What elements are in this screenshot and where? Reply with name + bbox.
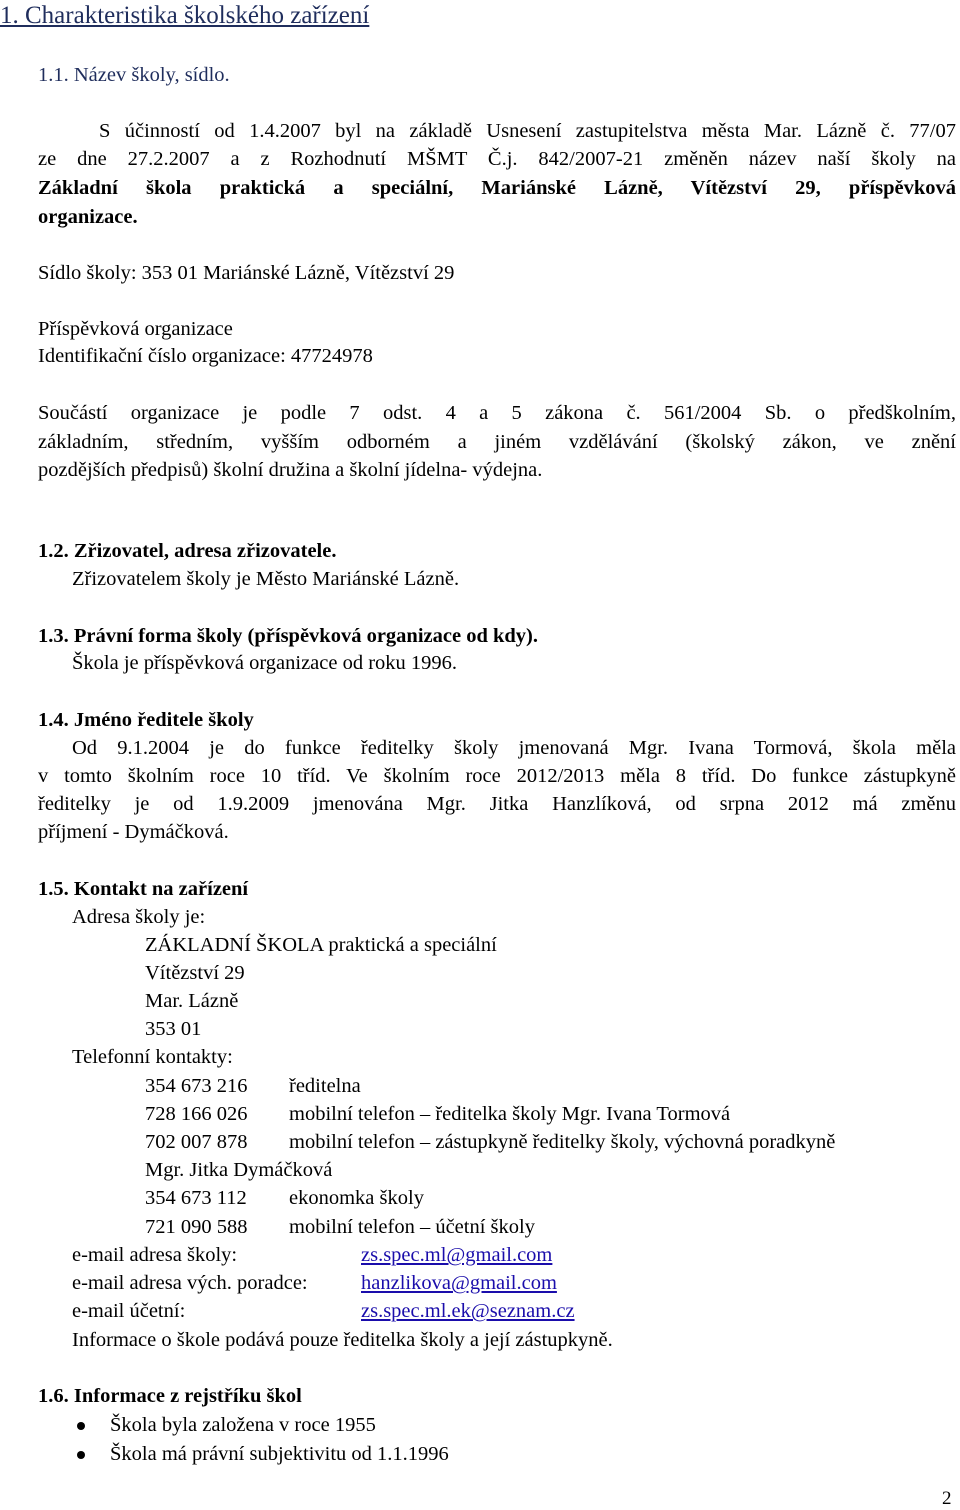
email-label: e-mail adresa školy:	[72, 1244, 238, 1266]
bullet-icon	[77, 1422, 85, 1430]
email-label: e-mail adresa vých. poradce:	[72, 1272, 308, 1294]
address-line-1: ZÁKLADNÍ ŠKOLA praktická a speciální	[145, 934, 497, 956]
org-id-number: Identifikační číslo organizace: 47724978	[38, 345, 373, 367]
director-line-1: Od 9.1.2004 je do funkce ředitelky školy jmenovaná Mgr. Ivana Tormová, škola měla	[72, 737, 956, 759]
phone-number: 702 007 878	[145, 1131, 248, 1153]
phone-desc: mobilní telefon – ředitelka školy Mgr. Ivana Tormová	[289, 1103, 731, 1125]
section-1-4-title: 1.4. Jméno ředitele školy	[38, 709, 254, 731]
components-line-2: základním, středním, vyšším odborném a jiném vzdělávání (školský zákon, ve znění	[38, 431, 956, 453]
page-heading: 1. Charakteristika školského zařízení	[0, 2, 370, 29]
contact-info-note: Informace o škole podává pouze ředitelka školy a její zástupkyně.	[72, 1329, 613, 1351]
section-1-1-title: 1.1. Název školy, sídlo.	[38, 64, 230, 86]
school-email-link[interactable]: zs.spec.ml@gmail.com	[361, 1244, 553, 1266]
phone-desc: mobilní telefon – zástupkyně ředitelky školy, výchovná poradkyně	[289, 1131, 836, 1153]
accountant-email-link[interactable]: zs.spec.ml.ek@seznam.cz	[361, 1300, 575, 1322]
page-number: 2	[942, 1488, 952, 1509]
founder-text: Zřizovatelem školy je Město Mariánské Lázně.	[72, 568, 460, 590]
components-line-1: Součástí organizace je podle 7 odst. 4 a 5 zákona č. 561/2004 Sb. o předškolním,	[38, 402, 956, 424]
address-label: Adresa školy je:	[72, 906, 206, 928]
address-line-3: Mar. Lázně	[145, 990, 239, 1012]
s11-bold-line: Základní škola praktická a speciální, Mariánské Lázně, Vítězství 29, příspěvková	[38, 177, 956, 199]
director-line-3: ředitelky je od 1.9.2009 jmenována Mgr. Jitka Hanzlíková, od srpna 2012 má změnu	[38, 793, 956, 815]
registry-item-1: Škola byla založena v roce 1955	[110, 1414, 376, 1436]
section-1-6-title: 1.6. Informace z rejstříku škol	[38, 1385, 302, 1407]
s11-line-1: S účinností od 1.4.2007 byl na základě Usnesení zastupitelstva města Mar. Lázně č. 77/07	[99, 120, 956, 142]
phone-number: 728 166 026	[145, 1103, 248, 1125]
director-line-2: v tomto školním roce 10 tříd. Ve školním roce 2012/2013 měla 8 tříd. Do funkce zástupkyně	[38, 765, 956, 787]
s11-bold-end: organizace.	[38, 206, 138, 228]
school-seat: Sídlo školy: 353 01 Mariánské Lázně, Vítězství 29	[38, 262, 455, 284]
phone-desc: ekonomka školy	[289, 1187, 424, 1209]
phone-desc-continued: Mgr. Jitka Dymáčková	[145, 1159, 333, 1181]
phone-desc: mobilní telefon – účetní školy	[289, 1216, 535, 1238]
phone-number: 354 673 112	[145, 1187, 247, 1209]
address-line-2: Vítězství 29	[145, 962, 245, 984]
s11-line-2: ze dne 27.2.2007 a z Rozhodnutí MŠMT Č.j. 842/2007-21 změněn název naší školy na	[38, 148, 956, 170]
phone-number: 354 673 216	[145, 1075, 248, 1097]
legal-form-text: Škola je příspěvková organizace od roku 1996.	[72, 652, 458, 674]
components-line-3: pozdějších předpisů) školní družina a školní jídelna- výdejna.	[38, 459, 543, 481]
org-type: Příspěvková organizace	[38, 318, 233, 340]
director-line-4: příjmení - Dymáčková.	[38, 821, 229, 843]
counselor-email-link[interactable]: hanzlikova@gmail.com	[361, 1272, 557, 1294]
section-1-3-title: 1.3. Právní forma školy (příspěvková organizace od kdy).	[38, 625, 538, 647]
section-1-5-title: 1.5. Kontakt na zařízení	[38, 878, 249, 900]
address-line-4: 353 01	[145, 1018, 202, 1040]
phone-desc: ředitelna	[289, 1075, 361, 1097]
phones-label: Telefonní kontakty:	[72, 1046, 233, 1068]
phone-number: 721 090 588	[145, 1216, 248, 1238]
email-label: e-mail účetní:	[72, 1300, 186, 1322]
registry-item-2: Škola má právní subjektivitu od 1.1.1996	[110, 1443, 449, 1465]
bullet-icon	[77, 1451, 85, 1459]
section-1-2-title: 1.2. Zřizovatel, adresa zřizovatele.	[38, 540, 337, 562]
